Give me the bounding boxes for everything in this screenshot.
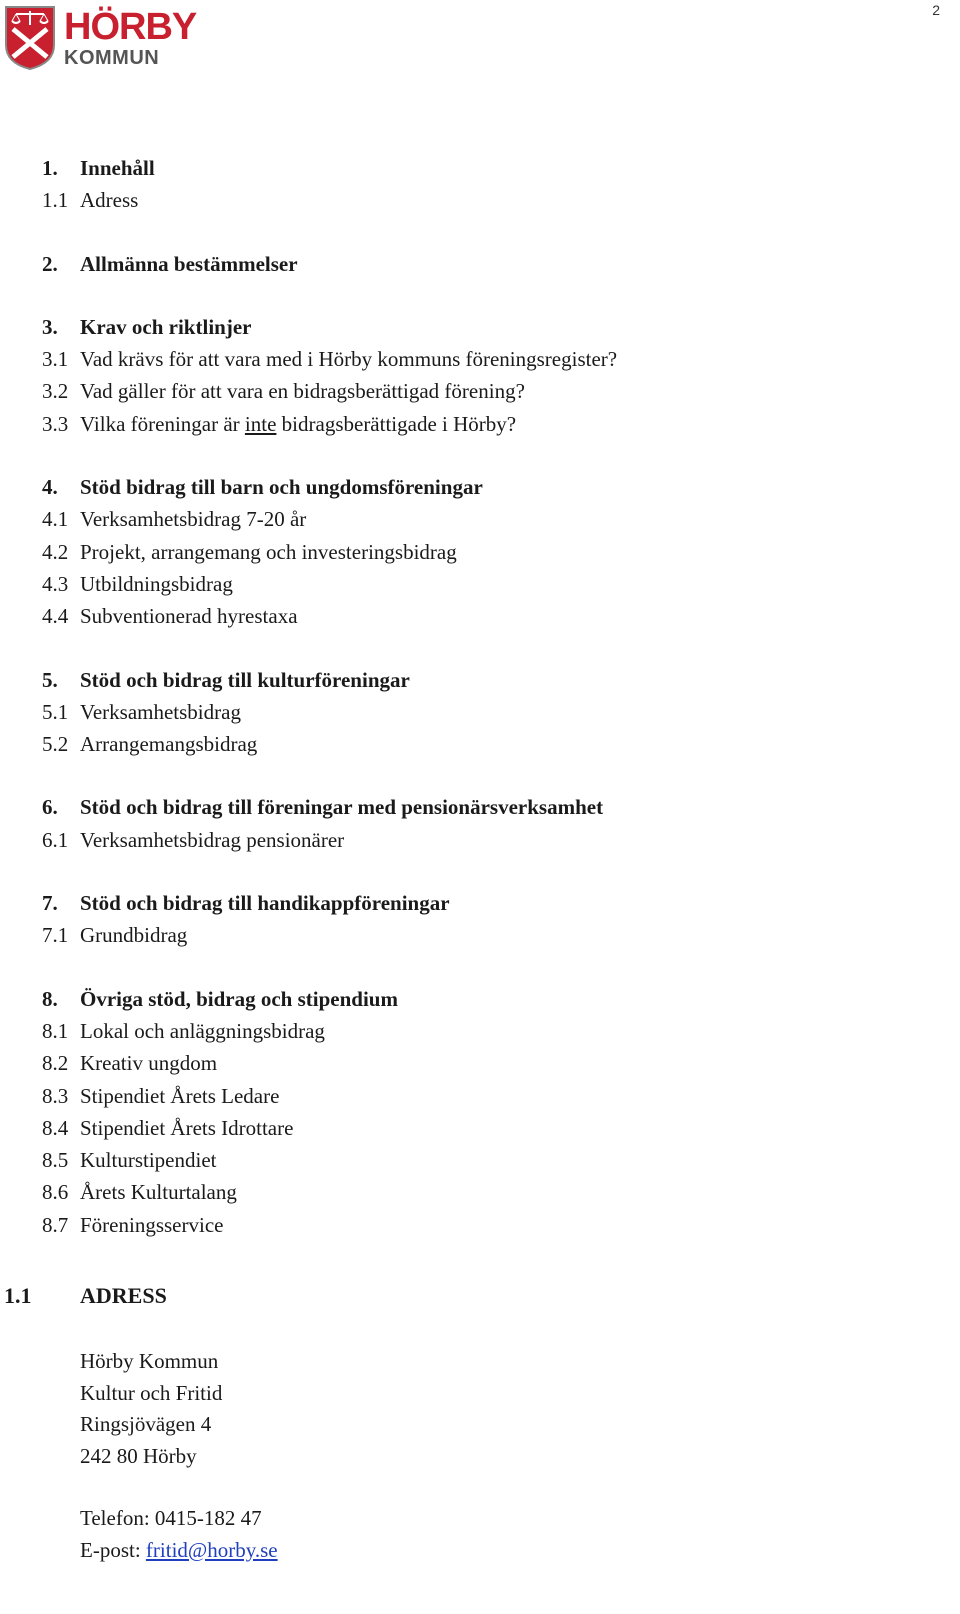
toc-item-number: 8.7 — [42, 1212, 69, 1237]
toc-item-title: Stipendiet Årets Idrottare — [80, 1115, 294, 1140]
toc-item[interactable] — [42, 343, 922, 375]
toc-item[interactable] — [42, 408, 922, 440]
toc-section — [42, 983, 922, 1241]
toc-item-number: 3.1 — [42, 347, 69, 372]
address-heading-number: 1.1 — [4, 1283, 32, 1308]
toc-section-heading[interactable] — [42, 248, 922, 280]
toc-item-number: 6.1 — [42, 827, 69, 852]
toc-item-title: Föreningsservice — [80, 1212, 224, 1237]
toc-item[interactable] — [42, 536, 922, 568]
toc-item-title: Årets Kulturtalang — [80, 1180, 237, 1205]
toc-item[interactable] — [42, 1144, 922, 1176]
toc-item[interactable] — [42, 824, 922, 856]
toc-heading-number: 6. — [42, 795, 58, 820]
toc-item-number: 8.2 — [42, 1051, 69, 1076]
coat-of-arms-icon — [4, 5, 56, 71]
toc-item-number: 3.3 — [42, 411, 69, 436]
toc-item-number: 3.2 — [42, 379, 69, 404]
toc-section-heading[interactable] — [42, 887, 922, 919]
toc-item[interactable] — [42, 1015, 922, 1047]
toc-section-heading[interactable] — [42, 152, 922, 184]
toc-heading-title: Krav och riktlinjer — [80, 314, 252, 339]
address-heading-title: ADRESS — [80, 1283, 167, 1308]
toc-heading-number: 7. — [42, 891, 58, 916]
toc-item-number: 4.3 — [42, 571, 69, 596]
address-line: Kultur och Fritid — [80, 1380, 223, 1405]
toc-item-emphasis: inte — [244, 411, 277, 436]
toc-section — [42, 887, 922, 952]
toc-item-title: Kreativ ungdom — [80, 1051, 218, 1076]
toc-item-number: 8.6 — [42, 1180, 69, 1205]
toc-item[interactable] — [42, 1080, 922, 1112]
toc-item-title: Verksamhetsbidrag 7-20 år — [80, 507, 307, 532]
toc-heading-number: 3. — [42, 314, 58, 339]
toc-item-number: 5.1 — [42, 699, 69, 724]
toc-item-number: 1.1 — [42, 188, 69, 213]
toc-item-title: bidragsberättigade i Hörby? — [276, 411, 517, 436]
toc-item-number: 8.5 — [42, 1148, 69, 1173]
toc-section — [42, 664, 922, 761]
toc-heading-title: Stöd och bidrag till handikappföreningar — [80, 891, 450, 916]
toc-item-title: Projekt, arrangemang och investeringsbidrag — [80, 539, 457, 564]
email-link[interactable]: fritid@horby.se — [145, 1537, 278, 1562]
toc-item[interactable] — [42, 696, 922, 728]
logo-subtitle: KOMMUN — [64, 47, 160, 69]
toc-item-title: Lokal och anläggningsbidrag — [80, 1018, 325, 1043]
toc-item[interactable] — [42, 1047, 922, 1079]
toc-item[interactable] — [42, 1209, 922, 1241]
toc-heading-number: 8. — [42, 986, 58, 1011]
toc-item-number: 4.4 — [42, 604, 69, 629]
toc-heading-number: 4. — [42, 475, 58, 500]
toc-heading-title: Stöd och bidrag till föreningar med pensionärsverksamhet — [80, 795, 604, 820]
toc-item[interactable] — [42, 919, 922, 951]
logo-name: HÖRBY — [64, 6, 197, 48]
toc-section-heading[interactable] — [42, 471, 922, 503]
address-line: Ringsjövägen 4 — [80, 1412, 212, 1436]
toc-heading-number: 5. — [42, 667, 58, 692]
toc-item-number: 8.3 — [42, 1083, 69, 1108]
toc-item-title: Verksamhetsbidrag — [80, 699, 241, 724]
toc-item-number: 8.1 — [42, 1018, 69, 1043]
email-line — [80, 1535, 278, 1567]
toc-section — [42, 248, 922, 280]
toc-item-number: 4.2 — [42, 539, 69, 564]
contact-info — [80, 1503, 278, 1566]
address-line: Hörby Kommun — [80, 1349, 219, 1373]
toc-item-number: 4.1 — [42, 507, 69, 532]
toc-item-title: Vad gäller för att vara en bidragsberättigad förening? — [80, 379, 525, 404]
toc-item-title: Vad krävs för att vara med i Hörby kommuns föreningsregister? — [80, 347, 618, 372]
toc-section-heading[interactable] — [42, 983, 922, 1015]
toc-section — [42, 311, 922, 440]
toc-item-title: Grundbidrag — [80, 923, 188, 948]
toc-item-title: Utbildningsbidrag — [80, 571, 233, 596]
horby-kommun-logo — [4, 4, 197, 72]
email-label: E-post: — [80, 1537, 146, 1562]
toc-section-heading[interactable] — [42, 791, 922, 823]
toc-item-number: 7.1 — [42, 923, 69, 948]
toc-section — [42, 791, 922, 856]
toc-item-title: Verksamhetsbidrag pensionärer — [80, 827, 345, 852]
toc-heading-title: Stöd och bidrag till kulturföreningar — [80, 667, 410, 692]
address-heading — [4, 1283, 167, 1309]
toc-item[interactable] — [42, 600, 922, 632]
toc-item-title: Kulturstipendiet — [80, 1148, 217, 1173]
toc-item-title: Subventionerad hyrestaxa — [80, 604, 298, 629]
toc-heading-title: Innehåll — [80, 156, 155, 180]
toc-item-title: Arrangemangsbidrag — [80, 732, 258, 757]
toc-item-title: Vilka föreningar är — [80, 411, 245, 436]
toc-item[interactable] — [42, 568, 922, 600]
toc-item-number: 5.2 — [42, 732, 69, 757]
page-number: 2 — [932, 2, 940, 18]
address-line: 242 80 Hörby — [80, 1443, 197, 1468]
toc-heading-number: 1. — [42, 156, 58, 180]
toc-section — [42, 152, 922, 217]
toc-heading-title: Allmänna bestämmelser — [80, 251, 298, 276]
toc-heading-title: Stöd bidrag till barn och ungdomsföreningar — [80, 475, 483, 500]
toc-item[interactable] — [42, 375, 922, 407]
toc-item-number: 8.4 — [42, 1115, 69, 1140]
toc-heading-title: Övriga stöd, bidrag och stipendium — [80, 986, 398, 1011]
phone-line: Telefon: 0415-182 47 — [80, 1506, 262, 1530]
toc-item[interactable] — [42, 1112, 922, 1144]
toc-section — [42, 471, 922, 632]
toc-item-title: Adress — [80, 188, 139, 213]
toc-item-title: Stipendiet Årets Ledare — [80, 1083, 280, 1108]
toc-section-heading[interactable] — [42, 311, 922, 343]
toc-item[interactable] — [42, 1176, 922, 1208]
address-block — [80, 1346, 278, 1566]
toc-item[interactable] — [42, 184, 922, 216]
toc-section-heading[interactable] — [42, 664, 922, 696]
toc-heading-number: 2. — [42, 251, 58, 276]
table-of-contents — [42, 152, 922, 1272]
toc-item[interactable] — [42, 728, 922, 760]
toc-item[interactable] — [42, 503, 922, 535]
